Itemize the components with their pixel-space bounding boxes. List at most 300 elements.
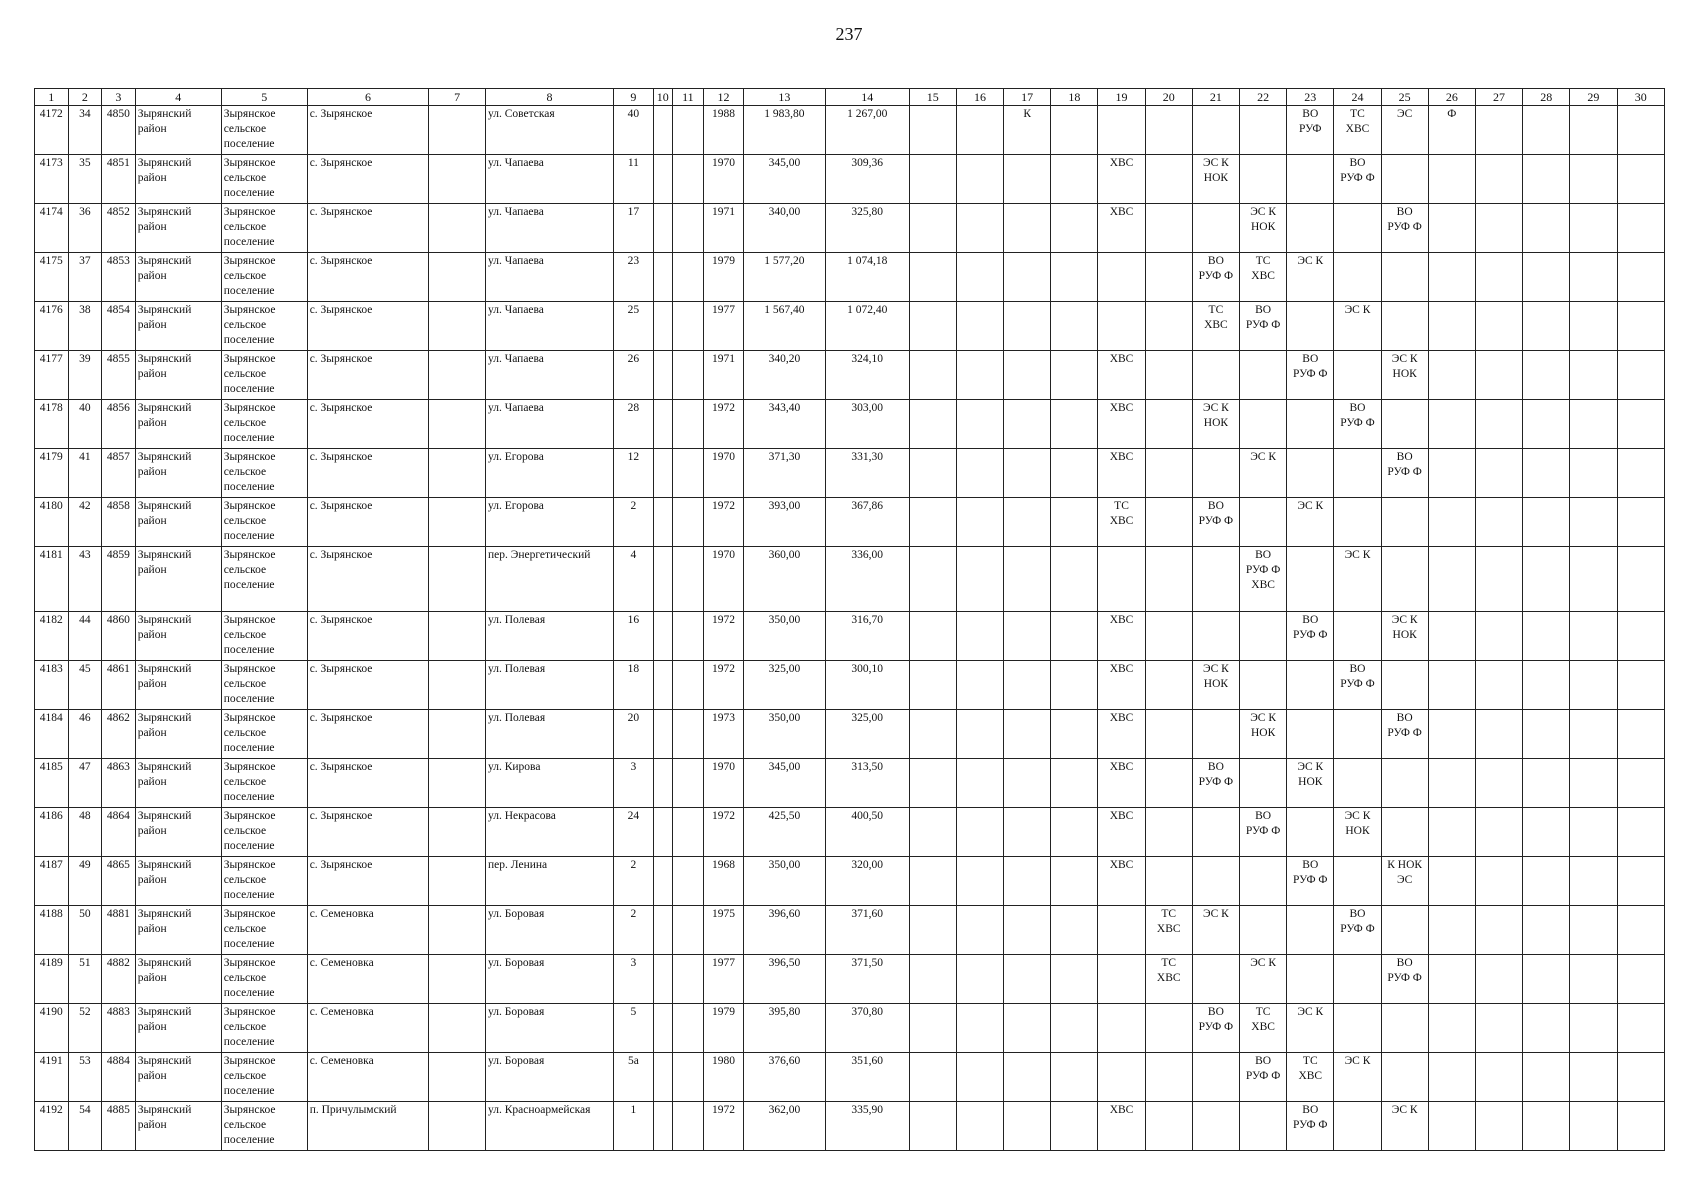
table-cell <box>653 547 672 612</box>
table-cell: 1988 <box>704 106 744 155</box>
table-cell <box>1475 661 1522 710</box>
table-cell: ТС ХВС <box>1145 955 1192 1004</box>
table-cell: ЭС К <box>1287 498 1334 547</box>
table-cell: 350,00 <box>743 612 825 661</box>
column-header: 18 <box>1051 89 1098 106</box>
table-cell <box>1475 808 1522 857</box>
column-header: 17 <box>1004 89 1051 106</box>
table-cell <box>1334 498 1381 547</box>
table-cell: ул. Чапаева <box>486 302 614 351</box>
table-cell: 1 072,40 <box>825 302 909 351</box>
table-cell: 25 <box>613 302 653 351</box>
table-cell: 3 <box>613 759 653 808</box>
table-cell <box>1617 906 1665 955</box>
table-cell <box>1523 449 1570 498</box>
table-cell <box>429 857 486 906</box>
table-cell: ул. Полевая <box>486 612 614 661</box>
table-cell <box>672 906 703 955</box>
table-cell <box>1240 498 1287 547</box>
table-cell <box>653 351 672 400</box>
table-cell: с. Зырянское <box>307 106 429 155</box>
table-cell: Зырянский район <box>135 759 221 808</box>
table-cell: 4181 <box>35 547 69 612</box>
table-cell: Зырянский район <box>135 955 221 1004</box>
table-cell: 24 <box>613 808 653 857</box>
table-row <box>35 351 1665 400</box>
table-cell: 42 <box>68 498 102 547</box>
table-cell: 4183 <box>35 661 69 710</box>
table-cell <box>1051 547 1098 612</box>
table-cell: Зырянский район <box>135 1102 221 1151</box>
table-cell: 4176 <box>35 302 69 351</box>
table-cell: Зырянское сельское поселение <box>221 808 307 857</box>
table-cell <box>1617 302 1665 351</box>
table-cell: 44 <box>68 612 102 661</box>
table-cell: ул. Чапаева <box>486 400 614 449</box>
table-cell: с. Зырянское <box>307 400 429 449</box>
table-cell <box>672 759 703 808</box>
table-cell <box>653 808 672 857</box>
table-cell: Зырянский район <box>135 449 221 498</box>
table-row <box>35 547 1665 612</box>
table-cell <box>1381 906 1428 955</box>
table-cell: ВО РУФ Ф <box>1381 710 1428 759</box>
table-cell <box>653 498 672 547</box>
table-cell <box>1145 498 1192 547</box>
table-cell: ул. Полевая <box>486 710 614 759</box>
table-cell <box>1051 759 1098 808</box>
table-cell <box>1334 1102 1381 1151</box>
table-cell: ТС ХВС <box>1145 906 1192 955</box>
table-cell: 371,60 <box>825 906 909 955</box>
table-cell: Зырянский район <box>135 155 221 204</box>
table-cell: 16 <box>613 612 653 661</box>
table-cell <box>1570 1102 1617 1151</box>
table-cell: Зырянский район <box>135 351 221 400</box>
table-cell: Зырянское сельское поселение <box>221 955 307 1004</box>
table-cell: 4853 <box>102 253 136 302</box>
table-cell: 1972 <box>704 661 744 710</box>
table-cell: 52 <box>68 1004 102 1053</box>
table-cell: ВО РУФ Ф <box>1381 204 1428 253</box>
column-header: 16 <box>956 89 1003 106</box>
table-cell: с. Зырянское <box>307 302 429 351</box>
table-cell: 1971 <box>704 351 744 400</box>
table-cell <box>1475 547 1522 612</box>
table-cell <box>1570 759 1617 808</box>
table-cell <box>1145 351 1192 400</box>
table-cell <box>1051 955 1098 1004</box>
table-cell <box>1617 106 1665 155</box>
table-cell <box>1192 1102 1239 1151</box>
table-cell: ВО РУФ Ф <box>1334 155 1381 204</box>
table-cell <box>429 204 486 253</box>
table-row <box>35 106 1665 155</box>
table-cell <box>1334 612 1381 661</box>
table-cell: К <box>1004 106 1051 155</box>
table-cell <box>1617 1102 1665 1151</box>
table-cell <box>1051 857 1098 906</box>
table-cell <box>1145 1053 1192 1102</box>
table-cell: ХВС <box>1098 857 1145 906</box>
table-cell <box>1145 253 1192 302</box>
table-cell: 4881 <box>102 906 136 955</box>
table-cell: 4865 <box>102 857 136 906</box>
table-cell <box>1334 759 1381 808</box>
table-cell: 1 <box>613 1102 653 1151</box>
table-cell: 4175 <box>35 253 69 302</box>
table-cell <box>653 906 672 955</box>
table-cell <box>1004 955 1051 1004</box>
table-cell <box>1145 106 1192 155</box>
table-cell <box>653 1102 672 1151</box>
table-cell <box>672 498 703 547</box>
table-cell <box>909 400 956 449</box>
table-cell <box>956 612 1003 661</box>
table-cell: ул. Чапаева <box>486 351 614 400</box>
table-cell: Зырянский район <box>135 906 221 955</box>
table-cell: 4189 <box>35 955 69 1004</box>
table-cell: ЭС К <box>1334 302 1381 351</box>
table-cell: 4191 <box>35 1053 69 1102</box>
table-cell <box>909 710 956 759</box>
column-header: 28 <box>1523 89 1570 106</box>
table-cell <box>1240 400 1287 449</box>
table-cell: ХВС <box>1098 204 1145 253</box>
table-cell: 4855 <box>102 351 136 400</box>
table-cell <box>429 498 486 547</box>
table-cell: ул. Боровая <box>486 1053 614 1102</box>
table-cell: 395,80 <box>743 1004 825 1053</box>
table-cell <box>1240 661 1287 710</box>
table-cell <box>1051 808 1098 857</box>
table-cell <box>1570 155 1617 204</box>
table-cell <box>1523 612 1570 661</box>
table-cell: 4186 <box>35 808 69 857</box>
table-cell <box>1475 1102 1522 1151</box>
table-cell: 1970 <box>704 449 744 498</box>
table-cell <box>672 449 703 498</box>
table-row <box>35 759 1665 808</box>
table-cell: с. Зырянское <box>307 351 429 400</box>
table-cell <box>909 808 956 857</box>
table-cell: 1 577,20 <box>743 253 825 302</box>
table-cell: 1972 <box>704 612 744 661</box>
table-cell <box>429 449 486 498</box>
table-cell: ХВС <box>1098 661 1145 710</box>
table-cell <box>672 612 703 661</box>
column-header: 14 <box>825 89 909 106</box>
table-cell <box>1570 906 1617 955</box>
table-cell <box>1570 498 1617 547</box>
column-header: 5 <box>221 89 307 106</box>
table-row <box>35 400 1665 449</box>
table-cell: с. Зырянское <box>307 857 429 906</box>
table-cell <box>1523 857 1570 906</box>
table-cell <box>1004 1102 1051 1151</box>
table-cell: ЭС К <box>1287 253 1334 302</box>
table-cell: ЭС К НОК <box>1240 710 1287 759</box>
table-cell <box>1287 400 1334 449</box>
table-cell: 1968 <box>704 857 744 906</box>
table-cell <box>1145 661 1192 710</box>
table-cell <box>1051 400 1098 449</box>
table-cell: ХВС <box>1098 1102 1145 1151</box>
table-cell: 1972 <box>704 400 744 449</box>
table-cell <box>1381 759 1428 808</box>
table-cell <box>653 1053 672 1102</box>
table-cell <box>909 1053 956 1102</box>
table-cell <box>672 1102 703 1151</box>
table-cell <box>1475 400 1522 449</box>
table-cell: 53 <box>68 1053 102 1102</box>
table-cell: 1977 <box>704 955 744 1004</box>
table-cell <box>1004 857 1051 906</box>
table-cell <box>1334 1004 1381 1053</box>
table-cell <box>1523 955 1570 1004</box>
table-cell <box>1381 302 1428 351</box>
table-cell <box>909 498 956 547</box>
table-cell <box>1523 710 1570 759</box>
table-cell <box>1570 449 1617 498</box>
table-cell: 40 <box>68 400 102 449</box>
table-cell <box>1334 253 1381 302</box>
table-cell <box>1192 808 1239 857</box>
table-cell <box>1475 1053 1522 1102</box>
table-cell <box>1287 661 1334 710</box>
table-cell: Зырянский район <box>135 661 221 710</box>
table-cell <box>1428 1004 1475 1053</box>
table-cell <box>1004 351 1051 400</box>
column-header: 15 <box>909 89 956 106</box>
table-cell: 4178 <box>35 400 69 449</box>
table-cell <box>1334 955 1381 1004</box>
table-cell <box>1617 1053 1665 1102</box>
table-cell <box>1004 1053 1051 1102</box>
table-cell <box>429 955 486 1004</box>
table-cell <box>1004 906 1051 955</box>
table-cell: 340,00 <box>743 204 825 253</box>
table-cell <box>909 204 956 253</box>
table-cell: 336,00 <box>825 547 909 612</box>
table-cell: 4190 <box>35 1004 69 1053</box>
table-cell <box>1570 253 1617 302</box>
table-cell <box>956 204 1003 253</box>
table-cell <box>1523 1053 1570 1102</box>
table-cell <box>956 759 1003 808</box>
table-row <box>35 204 1665 253</box>
table-cell: ул. Некрасова <box>486 808 614 857</box>
table-cell <box>1051 253 1098 302</box>
table-cell <box>956 449 1003 498</box>
table-cell <box>1617 710 1665 759</box>
table-cell: 4173 <box>35 155 69 204</box>
table-cell: 1975 <box>704 906 744 955</box>
table-cell: ХВС <box>1098 759 1145 808</box>
table-cell <box>1004 253 1051 302</box>
table-cell: Зырянский район <box>135 253 221 302</box>
table-cell: ул. Боровая <box>486 955 614 1004</box>
table-cell <box>1617 498 1665 547</box>
table-cell <box>672 661 703 710</box>
table-cell: 5 <box>613 1004 653 1053</box>
table-cell: ЭС К <box>1381 1102 1428 1151</box>
table-cell: 1977 <box>704 302 744 351</box>
table-cell: ул. Красноармейская <box>486 1102 614 1151</box>
table-cell <box>956 661 1003 710</box>
table-cell: с. Зырянское <box>307 612 429 661</box>
column-header: 13 <box>743 89 825 106</box>
table-cell: ЭС К <box>1240 955 1287 1004</box>
table-cell <box>1334 449 1381 498</box>
table-cell <box>653 106 672 155</box>
table-cell <box>1240 906 1287 955</box>
table-cell <box>1523 661 1570 710</box>
table-cell: 1971 <box>704 204 744 253</box>
page-number: 237 <box>835 24 863 44</box>
table-cell <box>1570 204 1617 253</box>
table-cell <box>672 857 703 906</box>
table-cell: 1 074,18 <box>825 253 909 302</box>
table-cell <box>909 155 956 204</box>
table-cell <box>909 661 956 710</box>
table-cell <box>956 808 1003 857</box>
table-cell <box>1145 547 1192 612</box>
table-cell <box>956 1102 1003 1151</box>
table-cell <box>1428 710 1475 759</box>
table-cell: ТС ХВС <box>1240 253 1287 302</box>
table-cell <box>1428 906 1475 955</box>
table-cell: 335,90 <box>825 1102 909 1151</box>
table-cell <box>1004 759 1051 808</box>
column-header: 25 <box>1381 89 1428 106</box>
table-cell <box>429 155 486 204</box>
table-cell <box>653 302 672 351</box>
table-cell <box>653 155 672 204</box>
table-cell <box>1381 1004 1428 1053</box>
table-cell <box>1098 253 1145 302</box>
table-cell <box>1004 449 1051 498</box>
table-cell: 4184 <box>35 710 69 759</box>
table-cell <box>1051 204 1098 253</box>
table-cell: ЭС К <box>1287 1004 1334 1053</box>
table-cell: 396,60 <box>743 906 825 955</box>
table-cell <box>1004 710 1051 759</box>
table-cell: 400,50 <box>825 808 909 857</box>
table-cell: 370,80 <box>825 1004 909 1053</box>
table-cell <box>1240 155 1287 204</box>
table-cell: ул. Кирова <box>486 759 614 808</box>
table-cell: 45 <box>68 661 102 710</box>
table-cell: 331,30 <box>825 449 909 498</box>
table-cell <box>429 1102 486 1151</box>
table-cell <box>1004 155 1051 204</box>
table-cell: ТС ХВС <box>1098 498 1145 547</box>
table-cell: Зырянское сельское поселение <box>221 253 307 302</box>
table-cell <box>909 449 956 498</box>
table-cell <box>653 204 672 253</box>
table-cell: 300,10 <box>825 661 909 710</box>
table-cell: 396,50 <box>743 955 825 1004</box>
table-cell: Зырянское сельское поселение <box>221 906 307 955</box>
table-cell <box>1240 759 1287 808</box>
table-cell: 4862 <box>102 710 136 759</box>
table-cell <box>956 155 1003 204</box>
table-cell <box>1192 612 1239 661</box>
table-cell: с. Зырянское <box>307 498 429 547</box>
table-cell: ХВС <box>1098 155 1145 204</box>
table-cell <box>1145 1004 1192 1053</box>
table-cell <box>1051 1102 1098 1151</box>
table-cell: 325,00 <box>743 661 825 710</box>
table-cell <box>909 547 956 612</box>
table-cell <box>653 857 672 906</box>
table-cell: 345,00 <box>743 759 825 808</box>
table-cell: ВО РУФ Ф <box>1334 400 1381 449</box>
table-cell <box>1617 449 1665 498</box>
table-row <box>35 155 1665 204</box>
table-cell: 316,70 <box>825 612 909 661</box>
table-cell <box>429 253 486 302</box>
table-cell: 340,20 <box>743 351 825 400</box>
table-cell <box>1051 106 1098 155</box>
table-cell: ЭС К НОК <box>1381 612 1428 661</box>
table-cell <box>1523 155 1570 204</box>
table-cell: 4882 <box>102 955 136 1004</box>
table-cell <box>956 106 1003 155</box>
table-cell <box>1523 351 1570 400</box>
table-cell: 1972 <box>704 498 744 547</box>
table-cell: 36 <box>68 204 102 253</box>
table-cell <box>1617 661 1665 710</box>
table-cell: 4187 <box>35 857 69 906</box>
table-cell: ВО РУФ Ф ХВС <box>1240 547 1287 612</box>
table-cell: 4180 <box>35 498 69 547</box>
table-cell: 23 <box>613 253 653 302</box>
column-header: 10 <box>653 89 672 106</box>
table-cell: Зырянское сельское поселение <box>221 449 307 498</box>
table-cell <box>672 253 703 302</box>
table-cell: ЭС <box>1381 106 1428 155</box>
table-cell <box>1334 857 1381 906</box>
table-row <box>35 1102 1665 1151</box>
table-cell <box>672 1004 703 1053</box>
table-cell: ЭС К НОК <box>1192 400 1239 449</box>
table-cell <box>1004 204 1051 253</box>
table-cell <box>1570 808 1617 857</box>
column-header: 27 <box>1475 89 1522 106</box>
table-cell: ул. Боровая <box>486 1004 614 1053</box>
column-header: 29 <box>1570 89 1617 106</box>
table-cell: 40 <box>613 106 653 155</box>
table-cell: 325,80 <box>825 204 909 253</box>
column-header: 19 <box>1098 89 1145 106</box>
column-header: 11 <box>672 89 703 106</box>
table-cell <box>653 253 672 302</box>
table-cell: Зырянское сельское поселение <box>221 1053 307 1102</box>
table-cell: 1 983,80 <box>743 106 825 155</box>
table-cell: ВО РУФ Ф <box>1287 351 1334 400</box>
table-cell: 4172 <box>35 106 69 155</box>
table-cell: ВО РУФ Ф <box>1240 808 1287 857</box>
table-cell <box>1523 204 1570 253</box>
table-cell: пер. Энергетический <box>486 547 614 612</box>
table-cell <box>1287 449 1334 498</box>
table-cell <box>672 302 703 351</box>
table-cell <box>1570 1053 1617 1102</box>
table-cell <box>1287 302 1334 351</box>
table-cell <box>1428 759 1475 808</box>
